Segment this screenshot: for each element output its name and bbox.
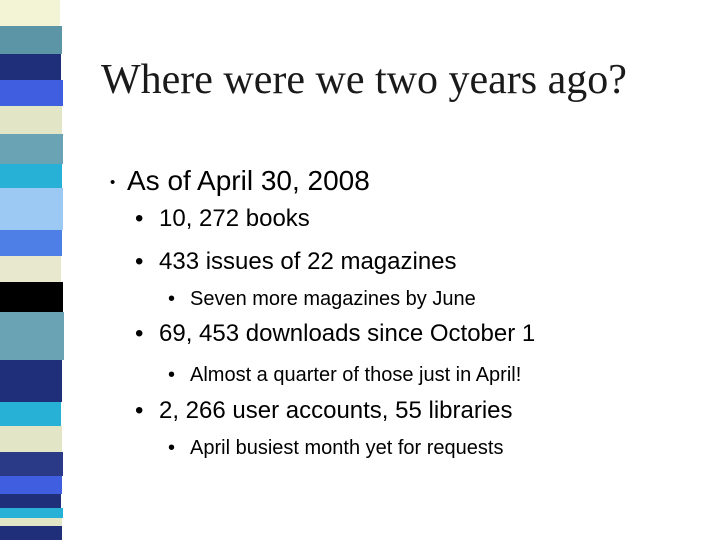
stripe-block [0, 312, 64, 360]
stripe-block [0, 0, 60, 26]
list-item: April busiest month yet for requests [190, 437, 504, 459]
bullet: • [168, 364, 176, 386]
level1-item: As of April 30, 2008 [127, 165, 370, 196]
stripe-block [0, 526, 62, 540]
stripe-block [0, 402, 61, 426]
stripe-block [0, 54, 61, 80]
stripe-block [0, 476, 62, 494]
bullet: • [135, 205, 144, 232]
stripe-block [0, 134, 63, 164]
stripe-block [0, 426, 62, 452]
stripe-block [0, 518, 62, 526]
bullet: • [135, 248, 144, 275]
bullet-level1: • [110, 174, 116, 191]
stripe-block [0, 188, 63, 230]
stripe-block [0, 256, 61, 282]
list-item: Seven more magazines by June [190, 288, 476, 310]
stripe-block [0, 494, 61, 508]
list-item: Almost a quarter of those just in April! [190, 364, 522, 386]
list-item: 10, 272 books [159, 205, 310, 232]
list-item: 69, 453 downloads since October 1 [159, 320, 536, 347]
stripe-block [0, 282, 63, 312]
stripe-block [0, 164, 62, 188]
stripe-block [0, 230, 62, 256]
stripe-block [0, 452, 63, 476]
stripe-block [0, 508, 63, 518]
bullet: • [135, 397, 144, 424]
decorative-stripe [0, 0, 66, 540]
stripe-block [0, 106, 62, 134]
bullet: • [168, 288, 176, 310]
stripe-block [0, 26, 62, 54]
stripe-block [0, 80, 63, 106]
bullet: • [168, 437, 176, 459]
list-item: 2, 266 user accounts, 55 libraries [159, 397, 513, 424]
list-item: 433 issues of 22 magazines [159, 248, 457, 275]
bullet: • [135, 320, 144, 347]
stripe-block [0, 360, 62, 402]
slide-title: Where were we two years ago? [101, 57, 627, 103]
